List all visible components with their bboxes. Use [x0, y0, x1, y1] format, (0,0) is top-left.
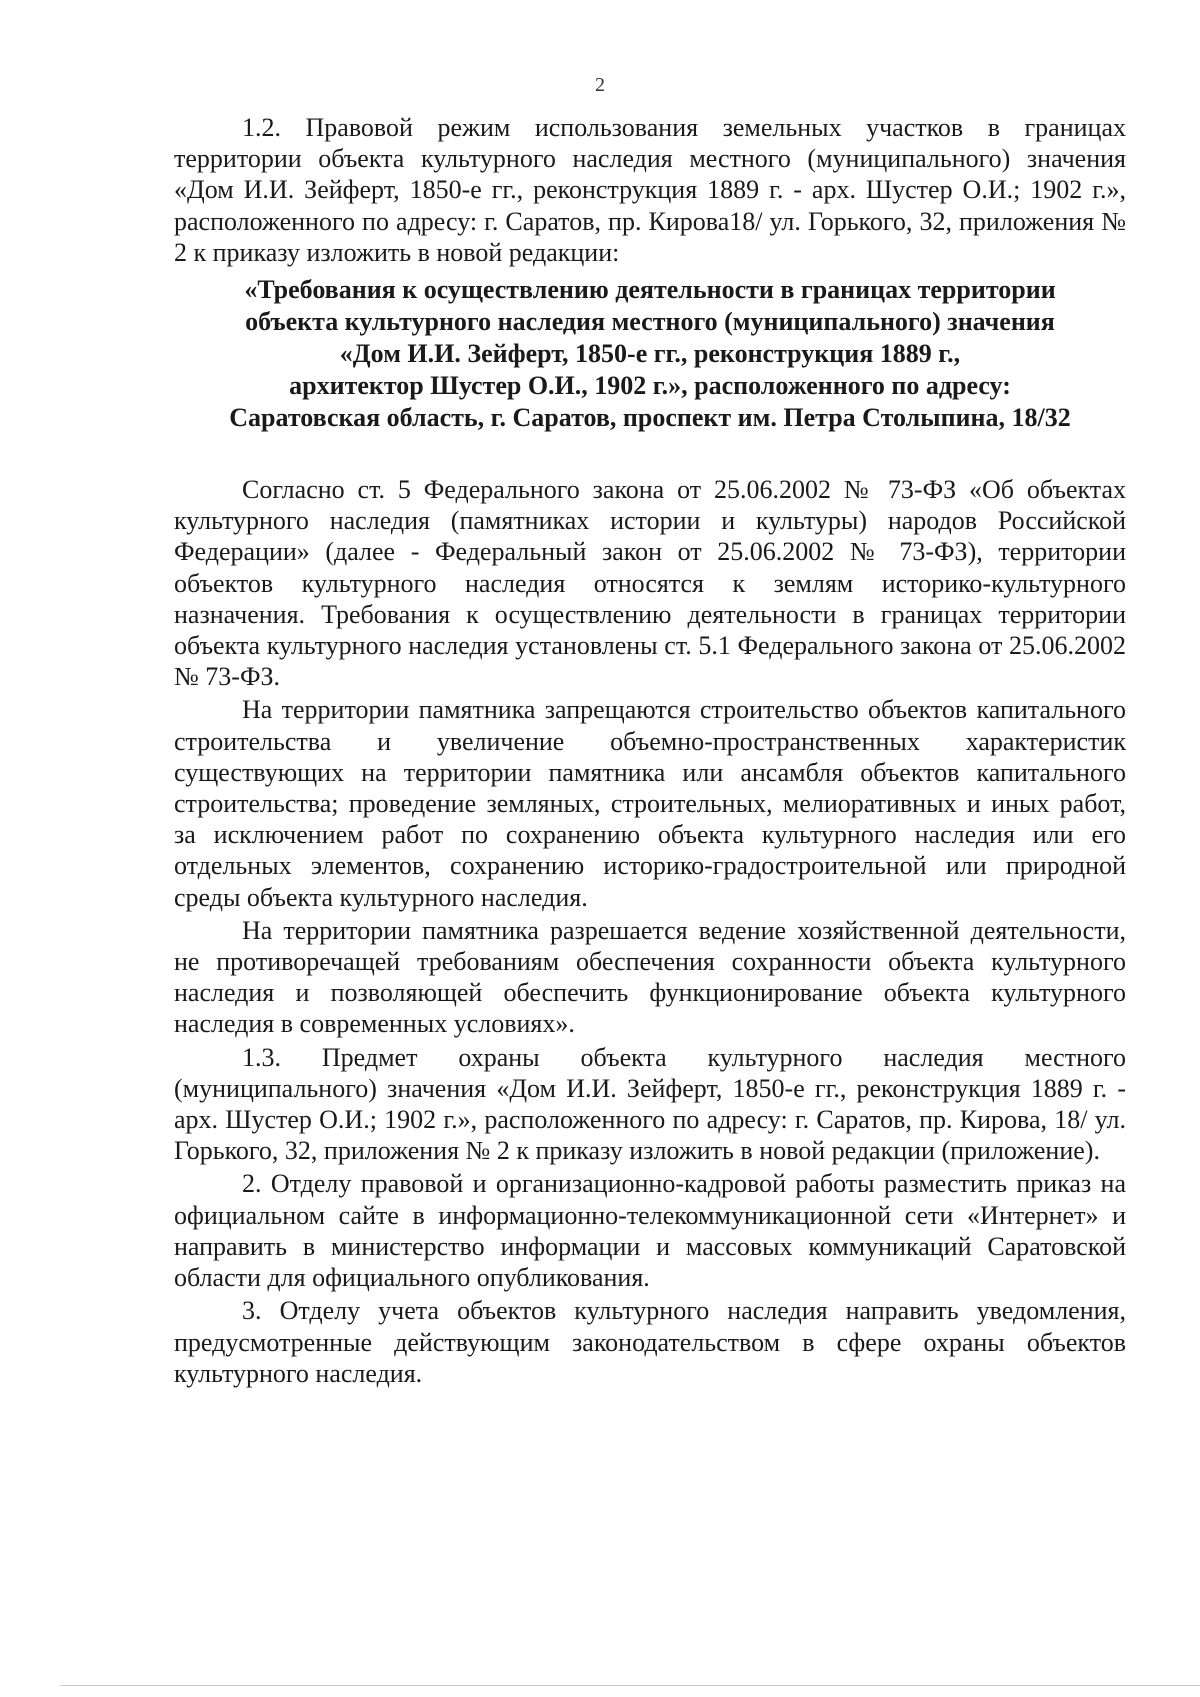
paragraph-1-2: 1.2. Правовой режим использования земельных участков в границах территории объекта культурного наследия местного (муниципального) значения «Дом И.И. Зейферт, 1850-е гг., реконструкция 1889 г. - арх. Шустер О.И.; 1902 г.», расположенного по адресу: г. Саратов, пр. Кирова18/ ул. Горького, 32, приложения № 2 к приказу изложить в новой редакции: [174, 113, 1126, 267]
paragraph-3: 3. Отделу учета объектов культурного наследия направить уведомления, предусмотренные действующим законодательством в сфере охраны объектов культурного наследия. [174, 1296, 1126, 1388]
heading-line: объекта культурного наследия местного (муниципального) значения [245, 307, 1055, 337]
heading-line: «Дом И.И. Зейферт, 1850-е гг., реконструкция 1889 г., [339, 339, 961, 369]
heading-line: архитектор Шустер О.И., 1902 г.», расположенного по адресу: [289, 371, 1011, 401]
scan-edge-line [60, 1685, 1200, 1686]
paragraph-permissions: На территории памятника разрешается ведение хозяйственной деятельности, не противоречащей требованиям обеспечения сохранности объекта культурного наследия и позволяющей обеспечить функционирование объекта культурного наследия в современных условиях». [174, 915, 1126, 1039]
page-number: 2 [595, 74, 605, 96]
heading-line: «Требования к осуществлению деятельности в границах территории [244, 275, 1056, 305]
document-body [174, 112, 1126, 1389]
section-heading [162, 274, 1138, 434]
paragraph-1-3: 1.3. Предмет охраны объекта культурного наследия местного (муниципального) значения «Дом И.И. Зейферт, 1850-е гг., реконструкция 1889 г. - арх. Шустер О.И.; 1902 г.», расположенного по адресу: г. Саратов, пр. Кирова, 18/ ул. Горького, 32, приложения № 2 к приказу изложить в новой редакции (приложение). [174, 1042, 1126, 1166]
paragraph-2: 2. Отделу правовой и организационно-кадровой работы разместить приказ на официальном сайте в информационно-телекоммуникационной сети «Интернет» и направить в министерство информации и массовых коммуникаций Саратовской области для официального опубликования. [174, 1169, 1126, 1293]
paragraph-federal-law: Согласно ст. 5 Федерального закона от 25.06.2002 № 73-ФЗ «Об объектах культурного наследия (памятниках истории и культуры) народов Российской Федерации» (далее - Федеральный закон от 25.06.2002 № 73-ФЗ), территории объектов культурного наследия относятся к землям историко-культурного назначения. Требования к осуществлению деятельности в границах территории объекта культурного наследия установлены ст. 5.1 Федерального закона от 25.06.2002 № 73-ФЗ. [174, 475, 1126, 692]
paragraph-prohibitions: На территории памятника запрещаются строительство объектов капитального строительства и увеличение объемно-пространственных характеристик существующих на территории памятника или ансамбля объектов капитального строительства; проведение земляных, строительных, мелиоративных и иных работ, за исключением работ по сохранению объекта культурного наследия или его отдельных элементов, сохранению историко-градостроительной или природной среды объекта культурного наследия. [174, 695, 1126, 912]
heading-line: Саратовская область, г. Саратов, проспект им. Петра Столыпина, 18/32 [229, 403, 1071, 433]
